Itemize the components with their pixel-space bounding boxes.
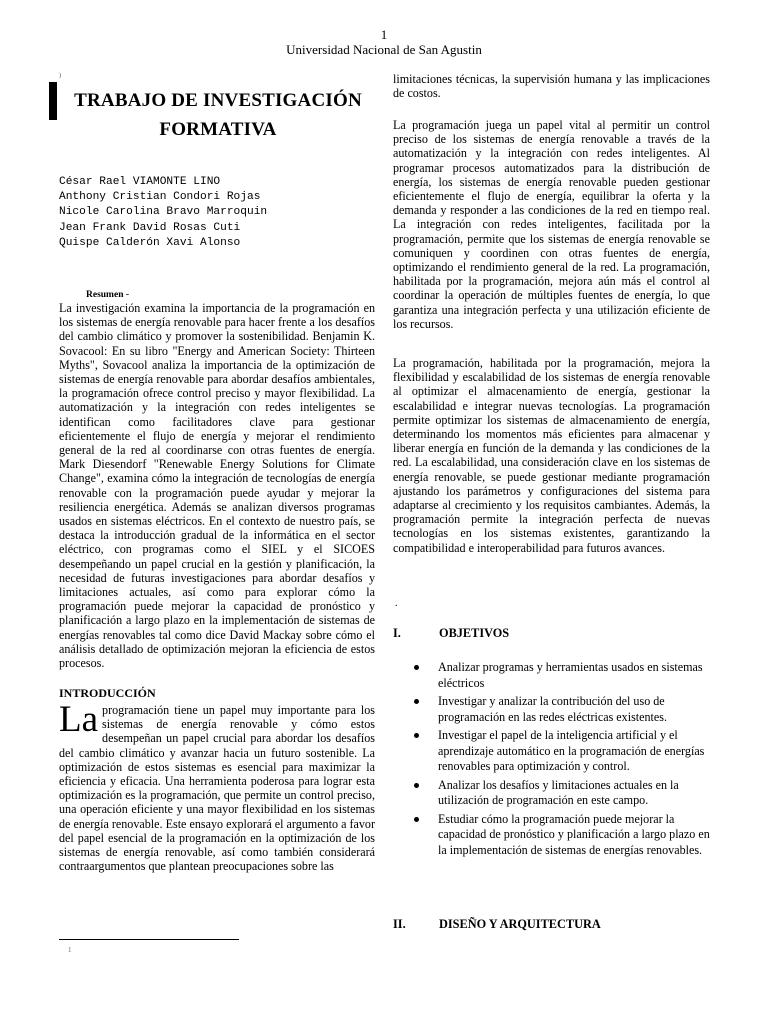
author: Anthony Cristian Condori Rojas — [59, 191, 261, 204]
list-item — [414, 812, 710, 859]
title-bar-decoration — [49, 82, 57, 120]
list-item-text: Investigar y analizar la contribución del uso de programación en las redes eléctricas existentes. — [438, 694, 668, 724]
list-item-text: Estudiar cómo la programación puede mejorar la capacidad de pronóstico y planificación a largo plazo en la implementación de sistemas de energías renovables. — [438, 811, 710, 857]
list-item-text: Analizar los desafíos y limitaciones actuales en la utilización de programación en este campo. — [438, 777, 679, 807]
title-line-2: FORMATIVA — [159, 119, 277, 140]
university-header: Universidad Nacional de San Agustin — [286, 42, 482, 57]
section-title: OBJETIVOS — [439, 626, 510, 640]
footnote-marker: 1 — [68, 946, 72, 954]
author: César Rael VIAMONTE LINO — [59, 176, 221, 188]
list-item-text: Investigar el papel de la inteligencia artificial y el aprendizaje automático en la programación de energías renovables para optimización y control. — [438, 728, 705, 773]
title-line-1: TRABAJO DE INVESTIGACIÓN — [74, 90, 362, 111]
paragraph-continuation: limitaciones técnicas, la supervisión humana y las implicaciones de costos. — [393, 72, 710, 101]
paragraph-control: La programación juega un papel vital al permitir un control preciso de los sistemas de energía renovable a través de la automatización y la integración con redes inteligentes. Al programar procesos automatizados para la distribución de energía, los sistemas de energía renovable pueden gestionar eficientemente el flujo de energía, equilibrar la oferta y la demanda y responder a las condiciones de la red en tiempo real. La integración con redes inteligentes, facilitada por la programación, permite que los sistemas de energía renovable se comuniquen y coordinen con otras fuentes de energía, optimizando el rendimiento general de la red. La programación, habilitada por la programación, mejora aún más el control al coordinar la operación de múltiples fuentes de energía, lo que garantiza una integración perfecta y una utilización eficiente de los recursos. — [393, 118, 710, 331]
section-heading-diseno — [393, 917, 710, 932]
list-item — [414, 728, 710, 775]
page-number: 1 — [380, 27, 388, 42]
section-number: II. — [393, 917, 406, 931]
introduction-body — [59, 699, 375, 874]
stray-dot: . — [395, 598, 398, 609]
paragraph-flexibility: La programación, habilitada por la programación, mejora la flexibilidad y escalabilidad de los sistemas de energía renovable al optimizar el almacenamiento de energía, gestionar la escalabilidad e integrar nuevas tecnologías. La programación permite optimizar los sistemas de almacenamiento de energía, determinando los momentos más eficientes para almacenar y liberar energía en función de la demanda y las condiciones de la red. La escalabilidad, una consideración clave en los sistemas de energía renovable, se puede gestionar mediante programación ajustando los parámetros y configuraciones del sistema para adaptarse al crecimiento y los requisitos cambiantes. Además, la programación permite la integración perfecta de nuevas tecnologías en los sistemas existentes, garantizando la compatibilidad e interoperabilidad para futuros avances. — [393, 356, 710, 555]
section-number: I. — [393, 626, 401, 640]
bullet-icon — [414, 699, 419, 704]
bullet-icon — [414, 783, 419, 788]
abstract-text: La investigación examina la importancia de la programación en los sistemas de energía renovable para hacer frente a los desafíos del cambio climático y promover la sostenibilidad. Benjamin K. Sovacool: En su libro "Energy and American Society: Thirteen Myths", Sovacool analiza la importancia de la optimización de sistemas de energía renovable para abordar desafíos ambientales, la programación ofrece control preciso y mayor flexibilidad. La automatización y la integración con redes inteligentes se identifican como facilitadores clave para gestionar eficientemente el flujo de energía y mejorar el rendimiento general de la red al coordinarse con otras fuentes de energía. Mark Diesendorf "Renewable Energy Solutions for Climate Change", examina cómo la integración de tecnologías de energía renovable con la programación puede ayudar y mejorar la resiliencia energética. Además se analizan diversos programas usados en sistemas eléctricos. En el contexto de nuestro país, se destaca la introducción gradual de la informática en el sector eléctrico, con programas como el SIEL y el SICOES desempeñando un papel crucial en la gestión y planificación, la necesidad de futuras investigaciones para abordar desafíos y limitaciones actuales, así como para explorar cómo la programación puede mejorar la capacidad de pronóstico y planificación a largo plazo en la implementación de sistemas de energías renovables tal como dice David Mackay sobre cómo el análisis detallado de optimización mejoran la eficiencia de estos procesos. — [59, 301, 375, 671]
objectives-list — [414, 660, 710, 861]
bullet-icon — [414, 733, 419, 738]
introduction-text: programación tiene un papel muy importante para los sistemas de energía renovable y cómo estos desempeñan un papel crucial para abordar los desafíos del cambio climático y avanzar hacia un futuro sostenible. La optimización de estos sistemas es esencial para maximizar la eficiencia y eficacia. Una herramienta poderosa para lograr esta optimización es la programación, que permite un control preciso, una operación eficiente y una mayor flexibilidad en los sistemas de energía renovable. Este ensayo explorará el argumento a favor del papel esencial de la programación en la optimización de los sistemas de energía renovable, así como también considerará contraargumentos que plantean preocupaciones sobre las — [59, 703, 375, 874]
author: Jean Frank David Rosas Cuti — [59, 221, 241, 234]
bullet-icon — [414, 665, 419, 670]
bullet-icon — [414, 817, 419, 822]
list-item — [414, 778, 710, 809]
abstract-label: Resumen - — [86, 290, 130, 300]
list-item — [414, 660, 710, 691]
author-list — [59, 175, 375, 251]
introduction-heading: INTRODUCCIÓN — [59, 686, 156, 700]
author: Nicole Carolina Bravo Marroquin — [59, 206, 268, 219]
dropcap: La — [59, 699, 99, 740]
section-title: DISEÑO Y ARQUITECTURA — [439, 917, 601, 931]
paper-title — [63, 86, 373, 144]
list-item — [414, 694, 710, 725]
decorative-mark: ) — [59, 73, 61, 79]
list-item-text: Analizar programas y herramientas usados en sistemas eléctricos — [438, 660, 703, 690]
author: Quispe Calderón Xavi Alonso — [59, 236, 241, 249]
footnote-divider — [59, 939, 239, 940]
section-heading-objetivos — [393, 626, 710, 641]
